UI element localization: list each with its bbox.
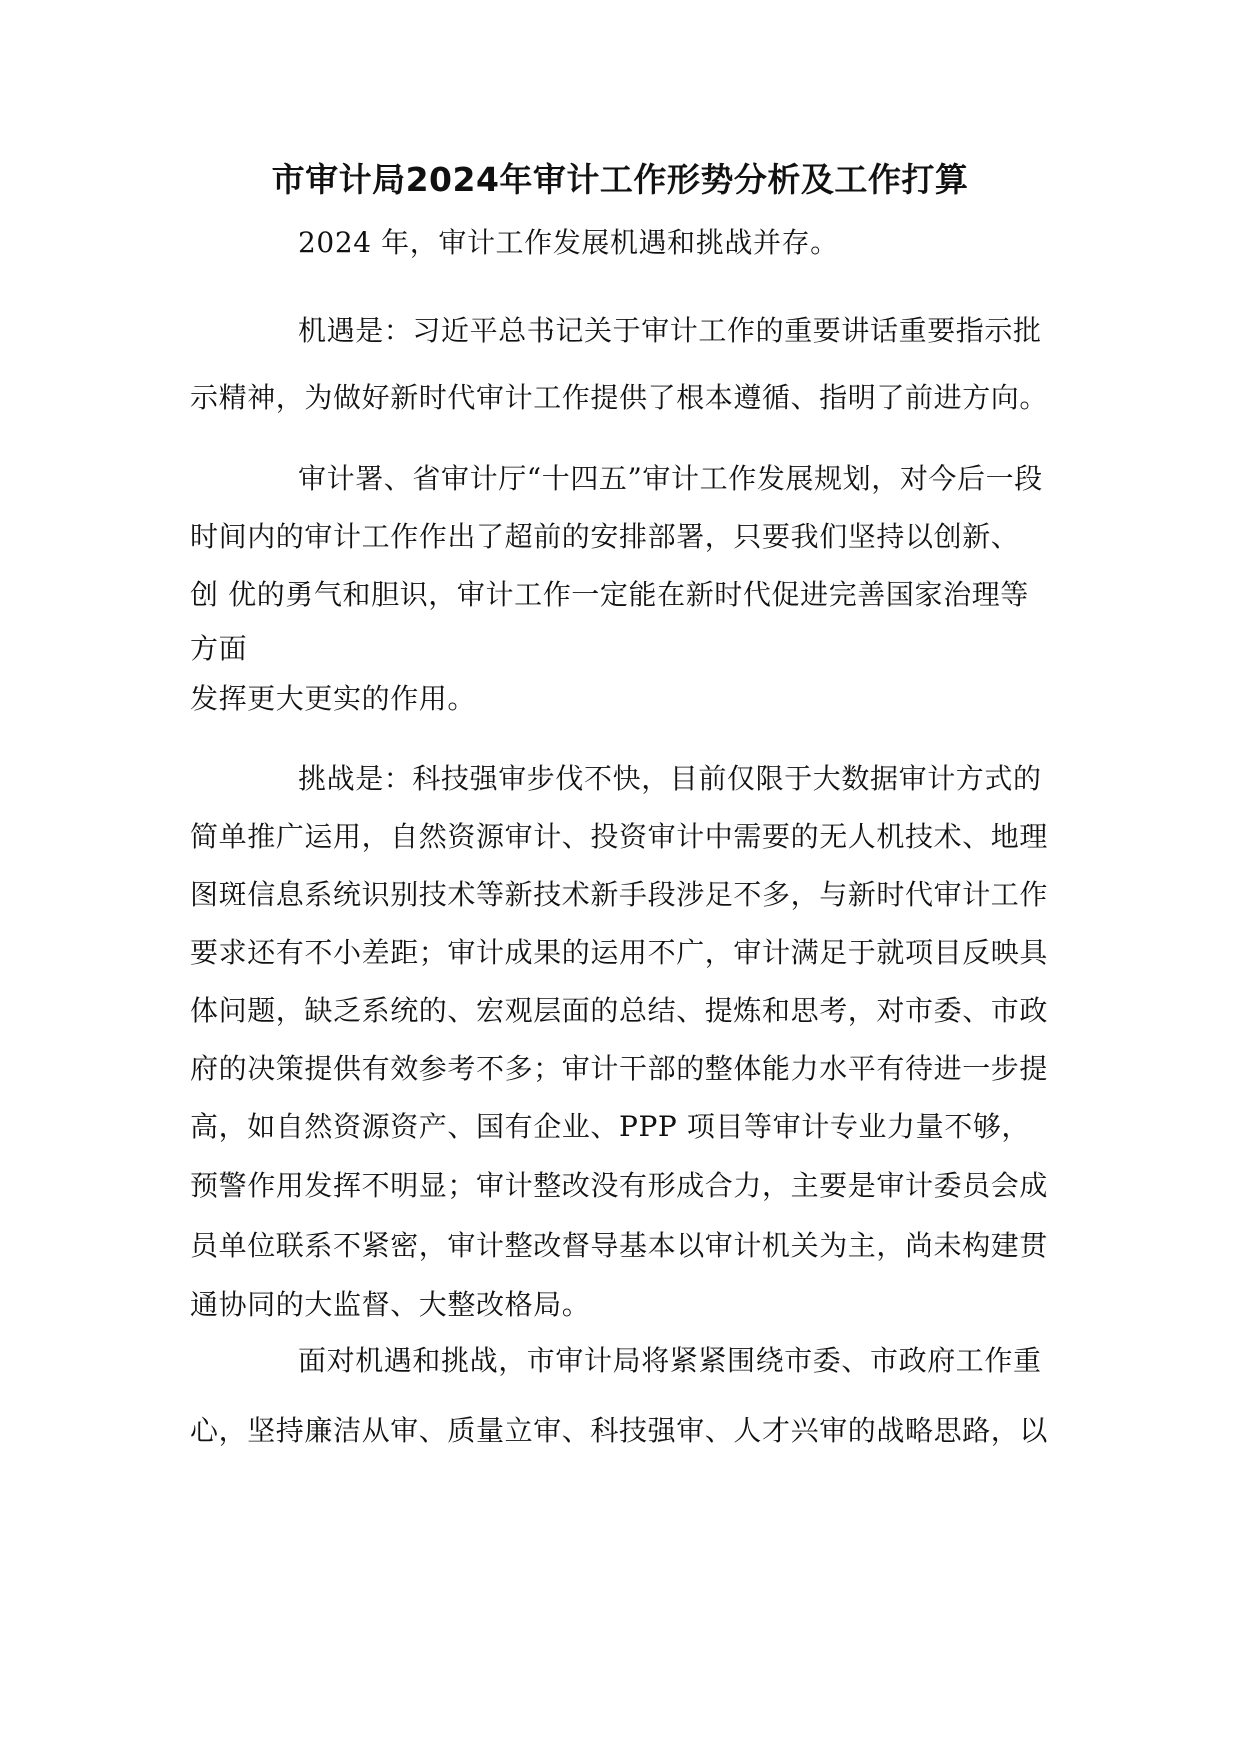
paragraph-line: 机遇是：习近平总书记关于审计工作的重要讲话重要指示批	[298, 314, 1042, 347]
paragraph-line: 员单位联系不紧密，审计整改督导基本以审计机关为主，尚未构建贯	[190, 1229, 1049, 1262]
paragraph-line: 挑战是：科技强审步伐不快，目前仅限于大数据审计方式的	[298, 762, 1042, 795]
response-paragraph	[190, 1326, 1060, 1466]
paragraph-line: 高，如自然资源资产、国有企业、PPP 项目等审计专业力量不够，	[190, 1110, 1031, 1143]
paragraph-line: 体问题，缺乏系统的、宏观层面的总结、提炼和思考，对市委、市政	[190, 994, 1049, 1027]
paragraph-line: 面对机遇和挑战，市审计局将紧紧围绕市委、市政府工作重	[298, 1344, 1042, 1377]
opportunity-paragraph	[190, 297, 1060, 431]
paragraph-line: 时间内的审计工作作出了超前的安排部署，只要我们坚持以创新、	[190, 520, 1020, 553]
paragraph-line: 图斑信息系统识别技术等新技术新手段涉足不多，与新时代审计工作	[190, 878, 1049, 911]
paragraph-line: 创 优的勇气和胆识，审计工作一定能在新时代促进完善国家治理等	[190, 578, 1029, 611]
paragraph-line: 简单推广运用，自然资源审计、投资审计中需要的无人机技术、地理	[190, 820, 1049, 853]
paragraph-line: 要求还有不小差距；审计成果的运用不广，审计满足于就项目反映具	[190, 936, 1049, 969]
paragraph-line: 府的决策提供有效参考不多；审计干部的整体能力水平有待进一步提	[190, 1052, 1049, 1085]
intro-paragraph: 2024 年，审计工作发展机遇和挑战并存。	[298, 226, 839, 259]
paragraph-line: 示精神，为做好新时代审计工作提供了根本遵循、指明了前进方向。	[190, 381, 1049, 414]
challenge-paragraph	[190, 750, 1060, 1334]
paragraph-line: 通协同的大监督、大整改格局。	[190, 1288, 591, 1321]
paragraph-line: 发挥更大更实的作用。	[190, 682, 477, 715]
planning-paragraph	[190, 450, 1060, 724]
paragraph-line: 审计署、省审计厅“十四五”审计工作发展规划，对今后一段	[298, 462, 1043, 495]
paragraph-line: 方面	[190, 632, 248, 665]
paragraph-line: 心，坚持廉洁从审、质量立审、科技强审、人才兴审的战略思路，以	[190, 1414, 1049, 1447]
document-title: 市审计局2024年审计工作形势分析及工作打算	[271, 160, 969, 199]
paragraph-line: 预警作用发挥不明显；审计整改没有形成合力，主要是审计委员会成	[190, 1169, 1049, 1202]
